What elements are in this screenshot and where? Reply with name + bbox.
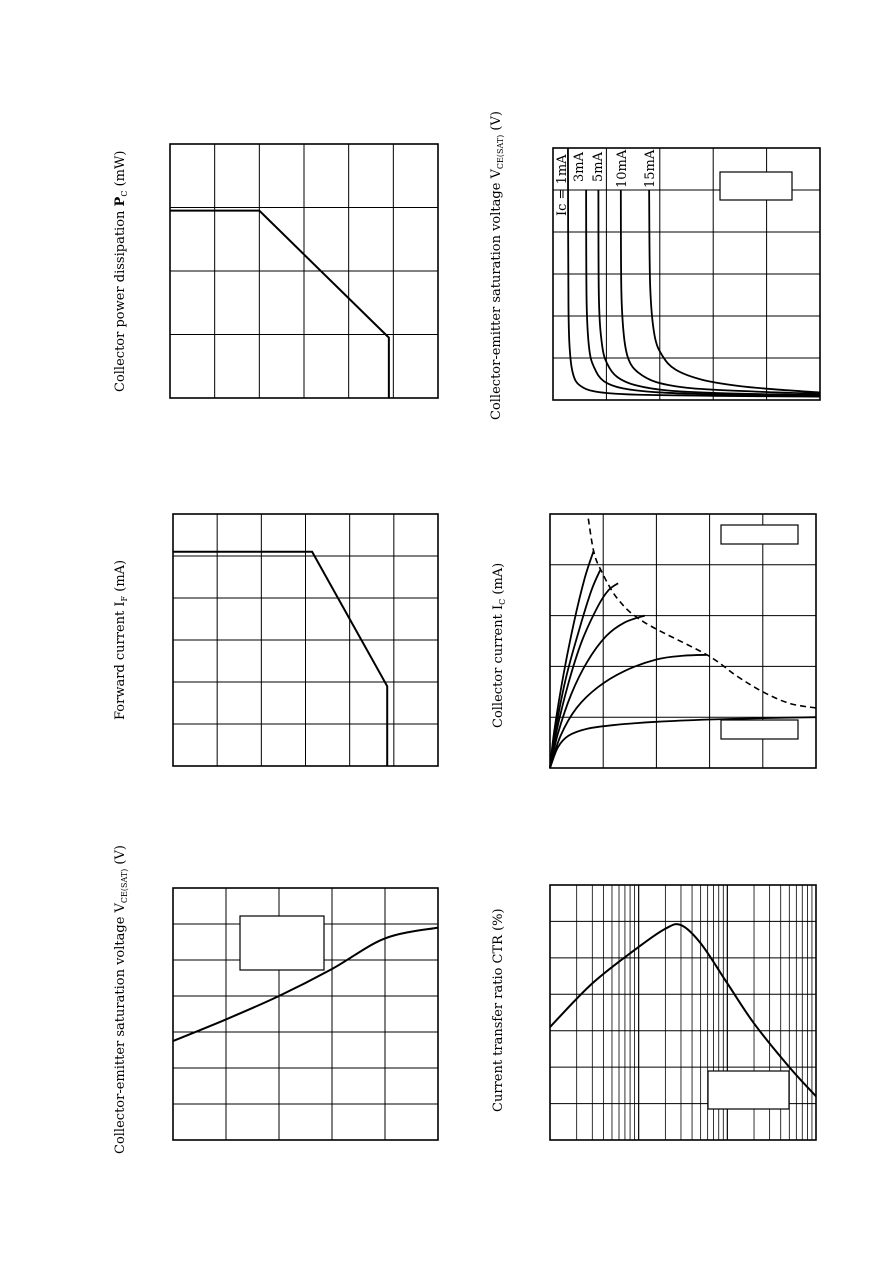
condition-box	[240, 916, 324, 970]
series-label-15ma: 15mA	[643, 149, 658, 188]
chart-ctr	[491, 885, 816, 1140]
condition-box	[720, 172, 792, 200]
series-label-5ma: 5mA	[591, 152, 606, 182]
chart-power-dissipation	[113, 144, 438, 398]
chart-vce-sat-right	[489, 111, 820, 420]
condition-box-bottom	[721, 720, 798, 739]
y-axis-label: Collector-emitter saturation voltage $V_{CE(SAT)}$ (V)	[113, 845, 129, 1154]
chart-forward-current	[113, 514, 438, 766]
series-curve-3	[550, 616, 645, 768]
forward-current-derating-curve	[173, 552, 387, 766]
y-axis-label: Collector power dissipation $P_C$ (mW)	[113, 150, 129, 392]
condition-box	[708, 1071, 789, 1109]
series-curve-2	[550, 655, 707, 768]
y-axis-label: Current transfer ratio CTR (%)	[491, 908, 506, 1112]
series-curve-5	[649, 190, 820, 392]
y-axis-label: Collector-emitter saturation voltage $V_{CE(SAT)}$ (V)	[489, 111, 505, 420]
y-axis-label: Forward current $I_F$ (mA)	[113, 559, 129, 720]
series-label-1ma: Ic = 1mA	[555, 154, 570, 216]
power-derating-curve	[170, 211, 389, 398]
y-axis-label: Collector current $I_C$ (mA)	[491, 562, 507, 728]
grid	[170, 144, 438, 398]
series-label-3ma: 3mA	[572, 152, 587, 182]
condition-box-top	[721, 525, 798, 544]
series-label-10ma: 10mA	[615, 149, 630, 188]
power-limit-dashed-curve	[588, 519, 816, 708]
chart-vce-sat-left	[113, 845, 438, 1154]
chart-collector-current	[491, 514, 816, 768]
